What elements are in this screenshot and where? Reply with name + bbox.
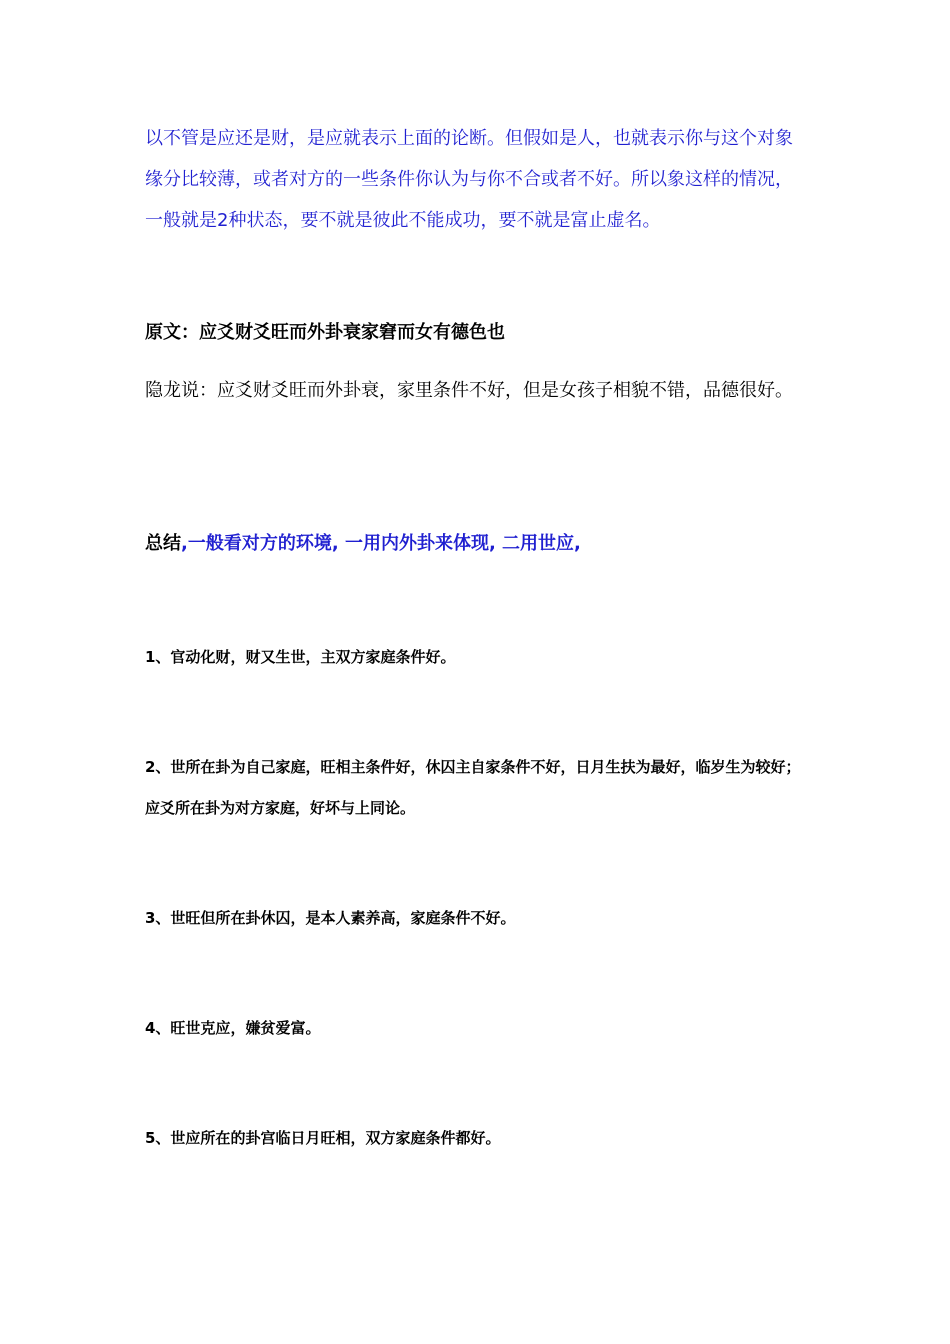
summary-line	[145, 528, 810, 560]
summary-item-1: 1、官动化财，财又生世，主双方家庭条件好。	[145, 648, 456, 666]
summary-item-4: 4、旺世克应，嫌贫爱富。	[145, 1019, 321, 1037]
intro-paragraph: 以不管是应还是财，是应就表示上面的论断。但假如是人，也就表示你与这个对象缘分比较薄，或者对方的一些条件你认为与你不合或者不好。所以象这样的情况，一般就是2种状态，要不就是彼此不能成功，要不就是富止虚名。	[145, 128, 793, 231]
commentary-paragraph: 隐龙说：应爻财爻旺而外卦衰，家里条件不好，但是女孩子相貌不错，品德很好。	[145, 380, 793, 401]
summary-label: 总结	[145, 533, 181, 554]
summary-item-3: 3、世旺但所在卦休囚，是本人素养高，家庭条件不好。	[145, 909, 516, 927]
summary-text: 一般看对方的环境, 一用内外卦来体现, 二用世应,	[187, 533, 581, 554]
original-text-heading: 原文：应爻财爻旺而外卦衰家窘而女有德色也	[145, 322, 505, 343]
summary-separator: ,	[181, 533, 188, 554]
summary-item-5: 5、世应所在的卦宫临日月旺相，双方家庭条件都好。	[145, 1129, 501, 1147]
summary-item-2: 2、世所在卦为自己家庭，旺相主条件好，休囚主自家条件不好，日月生扶为最好，临岁生为较好；应爻所在卦为对方家庭，好坏与上同论。	[145, 758, 801, 817]
